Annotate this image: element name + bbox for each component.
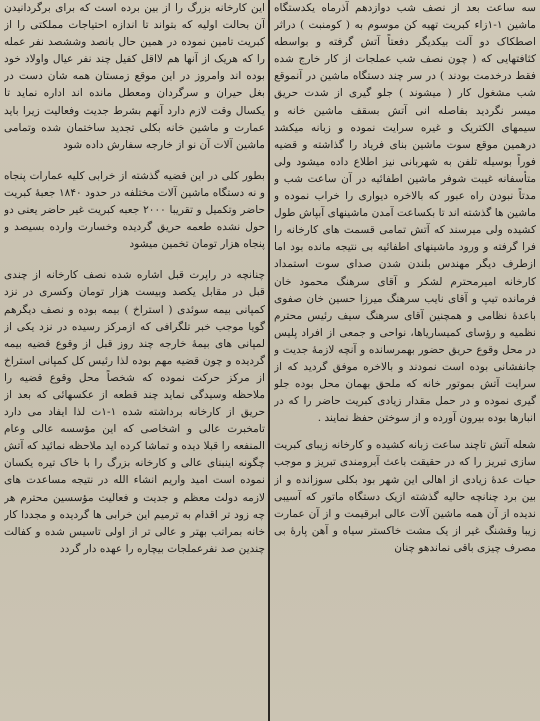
article-left-column xyxy=(4,0,265,721)
paragraph-insurance: چنانچه در راپرت قبل اشاره شده نصف کارخانه از چندی قبل در مقابل یکصد وبیست هزار تومان وکسری در نزد کمپانی بیمه سوئدی ( استراخ ) بیمه بوده و نصف دیگرهم گویا موجب خبر تلگرافی که ازمرکز رسیده در نزد یکی از لمپانی های بیمهٔ خارجه چند روز قبل از وقوع قضیه بیمه گردیده و چون قضیه مهم بوده لذا رئیس کل کمپانی استراخ از مرکز حرکت نموده که شخصاً محل وقوع قضیه را ملاحظه وسیدگی نماید چند قطعه از عکسهائی که بعد از حریق از کارخانه برداشته شده ۱-۱ت لذا ایفاد می دارد تامخبرت عالی و اشخاصی که این مؤسسه عالی وعام المنفعه را قبلا دیده و تماشا کرده اید ملاحظه نمائید که آتش چگونه اینبنای عالی و کارخانه بزرگ را با خاک تیره یکسان نموده است امید واریم انشاء الله در نتیجه مساعدت های لازمه دولت معظم و جدیت و فعالیت مؤسسین محترم هر چه زود تر اقدام به ترمیم این خرابی ها گردیده و مجددا کار خانه بمراتب بهتر و عالی تر از اولی تاسیس شده و کفالت چندین صد نفرعملجات بیچاره را عهده دار گردد xyxy=(4,269,265,555)
article-right-column xyxy=(274,0,536,721)
paragraph-losses: بطور کلی در این قضیه گذشته از خرابی کلیه عمارات پنجاه و نه دستگاه ماشین آلات مختلفه در حدود ۱۸۴۰ جعبهٔ کبریت حاضر وتکمیل و تقریبا ۲۰۰۰ جعبه کبریت غیر حاضر یعنی دو حول نشده طعمه حریق گردیده وخسارت وارده بسیصد و پنجاه هزار تومان تخمین میشود xyxy=(4,169,265,251)
paragraph-fire-report: سه ساعت بعد از نصف شب دوازدهم آذرماه یکدستگاه ماشین ۱-۱زاء کبریت تهیه کن موسوم به ( کومنبت ) دراثر اصطکاک دو آلت بیکدیگر دفعتاً آتش گرفته و بواسطه کثافتهایی که ( چون نصف شب عملجات از کار خارج شده فقط درخدمت بودند ) در سر چند دستگاه ماشین در آنموقع شب مشغول کار ( میشوند ) جلو گیری از شدت حریق میسر نگردید بفاصله انی آتش بسقف ماشین خانه و سیمهای الکتریک و غیره سرایت نموده و زبانه میکشد درهمین موقع سوت ماشین بنای فریاد را گذاشته و قضیه فوراً بوسیله تلفن به شهربانی نیز اطلاع داده میشود ولی متأسفانه غیبت شوفر ماشین اطفائیه در آن ساعت شب و مدتاً نبودن راه عبور که بالاخره دیواری را خراب نموده و ماشین ها گذشته اند تا بکساعت آمدن ماشینهای آبپاش طول کشیده ولی میرسند که آتش تمامی قسمت های کارخانه را فرا گرفته و ورود ماشینهای اطفائیه بی نتیجه مانده بود اما ازطرف دیگر مهندس بلندن شدن صدای سوت استمداد کارخانه امیرمحترم لشکر و آقای سرهنگ محمود خان فرمانده تیپ و آقای نایب سرهنگ میرزا حسین خان صفوی باعدهٔ نظامی و همچنین آقای سرهنگ سیف رئیس محترم نظمیه و رؤسای کمیساریاها، نواحی و جمعی از افراد پلیس در محل وقوع حریق حضور بهمرسانده و آنچه لازمهٔ جدیت و جانفشانی بوده است نمودند و بالاخره موفق گردید که از سرایت آتش بموتور خانه که ملحق بهمان محل بوده جلو گیری نموده و در حمل مقدار زیادی کبریت حاضر را که در انبارها بوده بیرون آورده و از سوختن حفظ نمایند . xyxy=(274,2,536,425)
column-divider xyxy=(268,0,270,721)
paragraph-reconstruction: این کارخانه بزرگ را از بین برده است که برای برگردانیدن آن بحالت اولیه که بتواند تا اندازه احتیاجات مملکتی را از کبریت تامین نموده در همین حال بانصد وششصد نفر عمله را که هریک از آنها هم لااقل کفیل چند نفر عیال واولاد خود بوده اند وامروز در این موقع زمستان همه شان دست در بغل حیران و سرگردان ومعطل مانده اند اداره نماید تا یکسال وقت لازم دارد آنهم بشرط جدیت وفعالیت زیرا باید عمارت و ماشین خانه بکلی تجدید ساختمان شده وتمامی ماشین آلات آن نو از خارجه سفارش داده شود xyxy=(4,2,265,151)
paragraph-fire-aftermath: شعله آتش تاچند ساعت زبانه کشیده و کارخانه زیبای کبریت سازی تبریز را که در حقیقت باعث آبرومندی تبریز و موجب حیات عدهٔ زیادی از اهالی این شهر بود بکلی سوزانده و از بین برد چنانچه حالیه گذشته ازیک دستگاه ماتور که آسیبی ندیده از آن همه ماشین آلات عالی ابرقیمت و از آن عمارت زیبا وقشنگ غیر از یک مشت خاکستر سیاه و آهن پارهٔ بی مصرف چیزی باقی نماندهو چنان xyxy=(274,439,536,554)
